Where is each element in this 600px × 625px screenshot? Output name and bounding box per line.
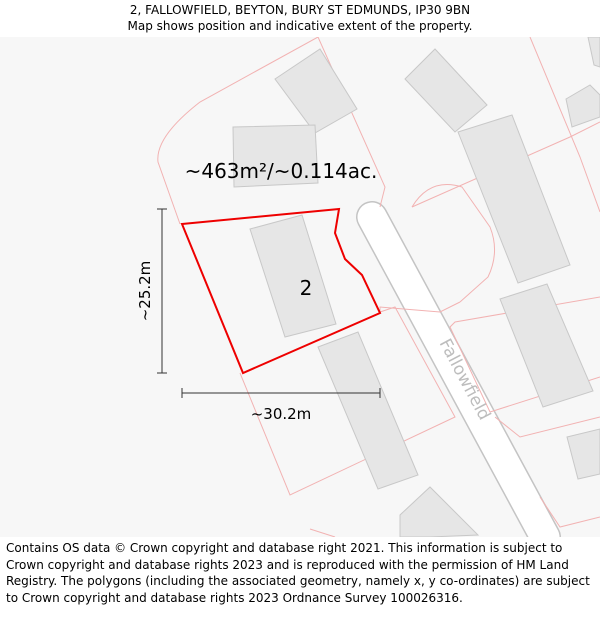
- map-subtitle: Map shows position and indicative extent of the property.: [127, 19, 473, 33]
- road-label: Fallowfield: [434, 335, 495, 424]
- height-label: ~25.2m: [136, 260, 154, 322]
- copyright-notice: Contains OS data © Crown copyright and database right 2021. This information is subject to Crown copyright and database rights 2023 and is reproduced with the permission of HM Land Registry. The polygons (including the associated geometry, namely x, y co-ordinates) are subject to Crown copyright and database rights 2023 Ordnance Survey 100026316.: [6, 541, 590, 605]
- plot-number: 2: [299, 276, 313, 300]
- map-view[interactable]: [0, 37, 600, 537]
- property-address: 2, FALLOWFIELD, BEYTON, BURY ST EDMUNDS, IP30 9BN: [129, 3, 471, 17]
- map-header: [0, 0, 600, 36]
- width-label: ~30.2m: [250, 405, 312, 423]
- area-label: ~463m²/~0.114ac.: [184, 159, 378, 183]
